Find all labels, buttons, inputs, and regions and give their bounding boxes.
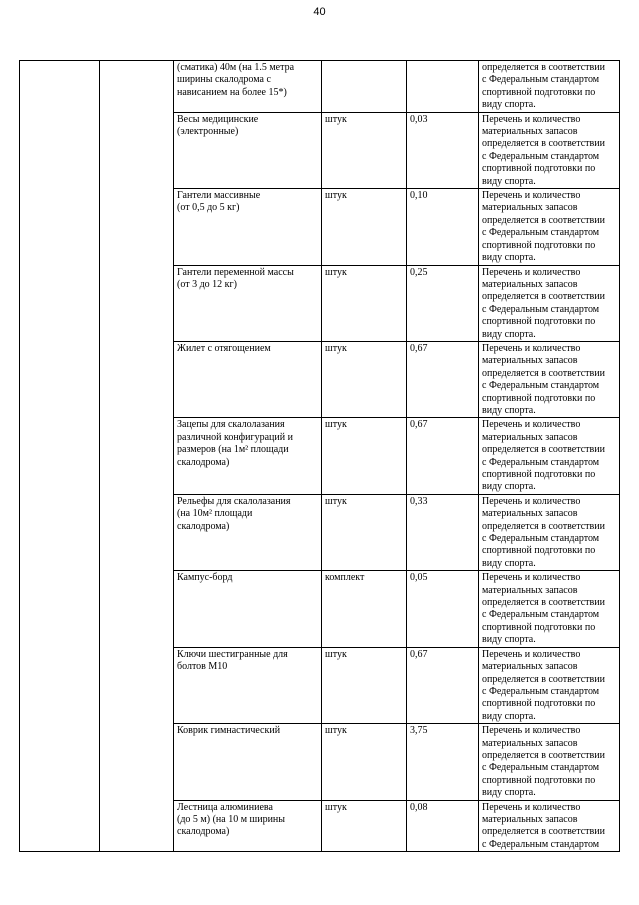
item-name-cell: Гантели массивные (от 0,5 до 5 кг) <box>174 189 322 265</box>
item-name-cell: Коврик гимнастический <box>174 724 322 800</box>
item-name-cell: Весы медицинские (электронные) <box>174 112 322 188</box>
item-name-cell: Кампус-борд <box>174 571 322 647</box>
item-name-cell: Ключи шестигранные для болтов М10 <box>174 647 322 723</box>
unit-cell: штук <box>322 494 407 570</box>
note-cell: Перечень и количество материальных запасов определяется в соответствии с Федеральным стандартом спортивной подготовки по виду спорта. <box>479 418 620 494</box>
quantity-cell: 0,10 <box>407 189 479 265</box>
unit-cell: штук <box>322 418 407 494</box>
note-cell: Перечень и количество материальных запасов определяется в соответствии с Федеральным стандартом спортивной подготовки по виду спорта. <box>479 341 620 417</box>
page-number: 40 <box>313 6 326 18</box>
unit-cell: штук <box>322 265 407 341</box>
quantity-cell: 0,05 <box>407 571 479 647</box>
quantity-cell: 0,67 <box>407 418 479 494</box>
unit-cell: штук <box>322 800 407 852</box>
note-cell: Перечень и количество материальных запасов определяется в соответствии с Федеральным стандартом спортивной подготовки по виду спорта. <box>479 189 620 265</box>
unit-cell: штук <box>322 189 407 265</box>
item-name-cell: Жилет с отягощением <box>174 341 322 417</box>
item-name-cell: (сматика) 40м (на 1.5 метра ширины скалодрома с нависанием на более 15*) <box>174 61 322 113</box>
unit-cell <box>322 61 407 113</box>
note-cell: Перечень и количество материальных запасов определяется в соответствии с Федеральным стандартом спортивной подготовки по виду спорта. <box>479 647 620 723</box>
equipment-table <box>19 60 620 852</box>
unit-cell: комплект <box>322 571 407 647</box>
note-cell: определяется в соответствии с Федеральным стандартом спортивной подготовки по виду спорта. <box>479 61 620 113</box>
quantity-cell: 0,25 <box>407 265 479 341</box>
item-name-cell: Гантели переменной массы (от 3 до 12 кг) <box>174 265 322 341</box>
merged-empty-cell <box>20 61 100 852</box>
quantity-cell: 0,08 <box>407 800 479 852</box>
note-cell: Перечень и количество материальных запасов определяется в соответствии с Федеральным стандартом спортивной подготовки по виду спорта. <box>479 112 620 188</box>
unit-cell: штук <box>322 647 407 723</box>
quantity-cell: 0,67 <box>407 647 479 723</box>
note-cell: Перечень и количество материальных запасов определяется в соответствии с Федеральным стандартом спортивной подготовки по виду спорта. <box>479 571 620 647</box>
item-name-cell: Зацепы для скалолазания различной конфигураций и размеров (на 1м² площади скалодрома) <box>174 418 322 494</box>
quantity-cell: 0,03 <box>407 112 479 188</box>
quantity-cell: 0,33 <box>407 494 479 570</box>
unit-cell: штук <box>322 724 407 800</box>
quantity-cell <box>407 61 479 113</box>
item-name-cell: Лестница алюминиева (до 5 м) (на 10 м ширины скалодрома) <box>174 800 322 852</box>
note-cell: Перечень и количество материальных запасов определяется в соответствии с Федеральным стандартом спортивной подготовки по виду спорта. <box>479 265 620 341</box>
table-row <box>20 61 620 113</box>
merged-empty-cell <box>100 61 174 852</box>
quantity-cell: 0,67 <box>407 341 479 417</box>
note-cell: Перечень и количество материальных запасов определяется в соответствии с Федеральным стандартом спортивной подготовки по виду спорта. <box>479 494 620 570</box>
note-cell: Перечень и количество материальных запасов определяется в соответствии с Федеральным стандартом <box>479 800 620 852</box>
unit-cell: штук <box>322 112 407 188</box>
item-name-cell: Рельефы для скалолазания (на 10м² площади скалодрома) <box>174 494 322 570</box>
note-cell: Перечень и количество материальных запасов определяется в соответствии с Федеральным стандартом спортивной подготовки по виду спорта. <box>479 724 620 800</box>
quantity-cell: 3,75 <box>407 724 479 800</box>
unit-cell: штук <box>322 341 407 417</box>
